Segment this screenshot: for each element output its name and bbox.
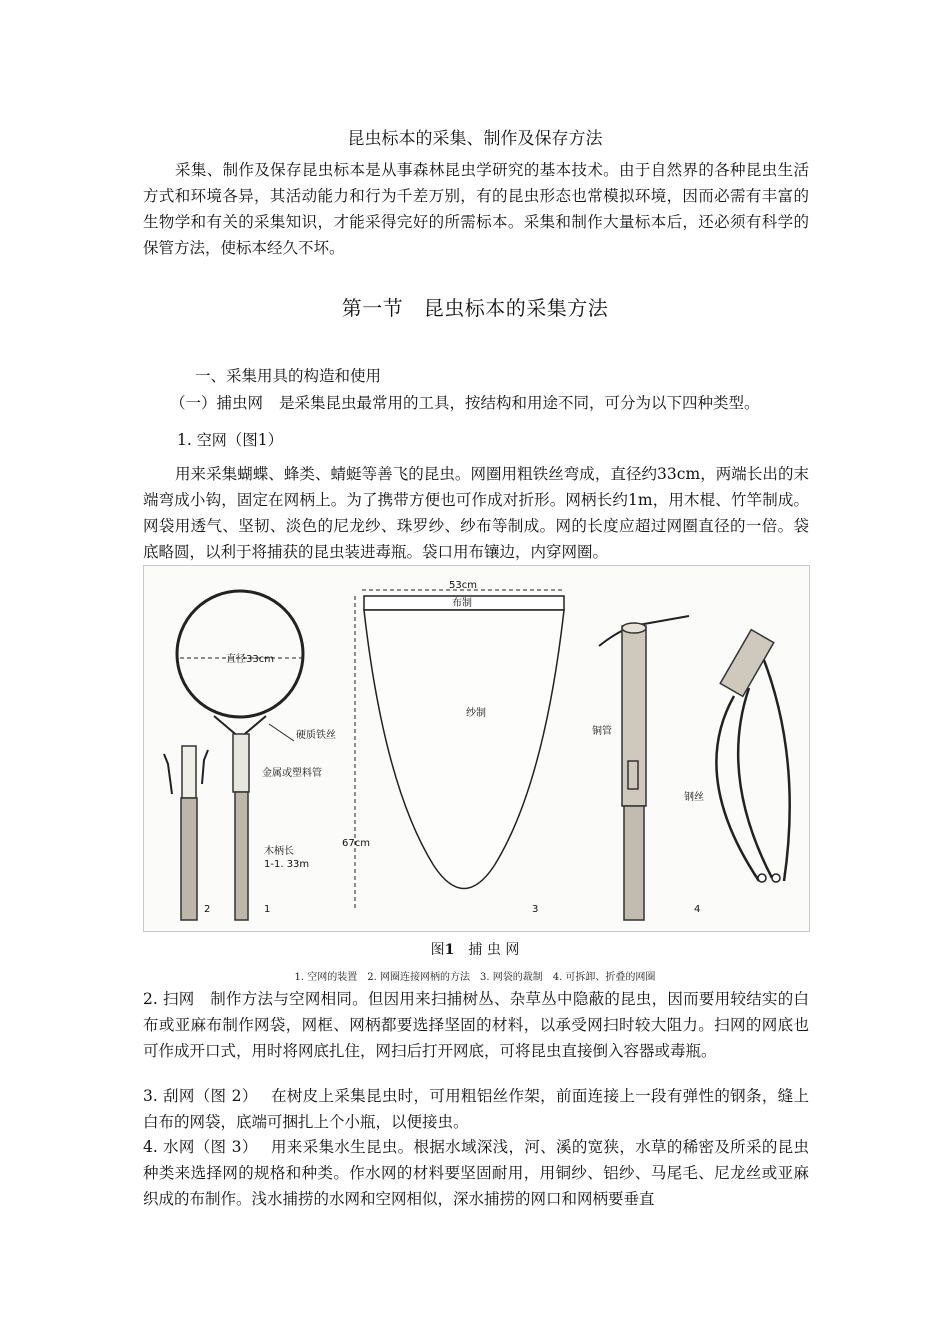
handle-length-label: 1-1. 33m [264,859,310,870]
diameter-label: 直径33cm [226,654,274,665]
intro-paragraph: 采集、制作及保存昆虫标本是从事森林昆虫学研究的基本技术。由于自然界的各种昆虫生活方式和环境各异，其活动能力和行为千差万别，有的昆虫形态也常模拟环境，因而必需有丰富的生物学和有关的采集知识，才能采得完好的所需标本。采集和制作大量标本后，还必须有科学的保管方法，使标本经久不坏。 [143,161,809,257]
handle-label: 木柄长 [264,846,294,857]
figure-drawing [144,566,809,931]
metal-tube [233,734,249,792]
steel-wire-label: 钢丝 [684,792,704,803]
subheading-insect-net [170,391,760,413]
figure-title [0,939,950,959]
panel-number-3: 3 [532,904,539,915]
item1-heading [177,428,283,450]
hook-left [164,754,172,794]
figure-title-text: 捕 虫 网 [454,942,520,958]
copper-tube-label: 铜管 [592,726,612,737]
item4-water-net: 4. 水网（图 3） 用来采集水生昆虫。根据水域深浅，河、溪的宽狭，水草的稀密及所采的昆虫种类来选择网的规格和种类。作水网的材料要坚固耐用，用铜纱、铝纱、马尾毛、尼龙丝或亚麻织成的布制作。浅水捕捞的水网和空网相似，深水捕捞的网口和网柄要垂直 [143,1138,809,1208]
lower-handle [624,806,644,920]
fold-rivet-2 [772,874,780,882]
fold-rivet-1 [758,874,766,882]
connector-handle [181,798,197,920]
cloth-label: 布制 [452,598,472,609]
copper-tube-top [622,623,646,633]
panel-number-4: 4 [694,904,701,915]
steel-wire-2 [738,688,772,878]
width-label: 53cm [449,580,477,591]
item1-figure-ref: （图1） [226,431,284,449]
length-label: 67cm [342,838,370,849]
wooden-handle [235,792,248,920]
item2-sweep-net: 2. 扫网 制作方法与空网相同。但因用来扫捕树丛、杂草丛中隐蔽的昆虫，因而要用较结实的白布或亚麻布制作网袋，网框、网柄都要选择坚固的材料，以承受网扫时较大阻力。扫网的网底也可作成开口式，用时将网底扎住，网扫后打开网底，可将昆虫直接倒入容器或毒瓶。 [143,990,809,1060]
gauze-label: 纱制 [466,708,486,719]
hook-right [202,750,208,784]
item1-body: 用来采集蝴蝶、蜂类、蜻蜓等善飞的昆虫。网圈用粗铁丝弯成，直径约33cm，两端长出的末端弯成小钩，固定在网柄上。为了携带方便也可作成对折形。网柄长约1m，用木棍、竹竿制成。网袋用透气、坚韧、淡色的尼龙纱、珠罗纱、纱布等制成。网的长度应超过网圈直径的一倍。袋底略圆，以利于将捕获的昆虫装进毒瓶。袋口用布镶边，内穿网圈。 [143,465,809,561]
figure-insect-net [143,565,810,932]
section-heading: 第一节 昆虫标本的采集方法 [341,296,609,320]
panel-number-1: 1 [264,904,271,915]
panel-number-2: 2 [204,904,211,915]
subheading-tools: 一、采集用具的构造和使用 [195,367,382,385]
item1-number: 1. [177,431,192,449]
item1-name: 空网 [196,431,227,449]
steel-wire-1 [716,696,759,881]
steel-wire-3 [754,636,790,881]
metal-tube-label: 金属或塑料管 [262,768,322,779]
figure-title-number: 1 [444,942,455,958]
subheading-insect-net-label: （一）捕虫网 [170,394,264,412]
gauze-bag [364,610,564,889]
item3-scrape-net: 3. 刮网（图 2） 在树皮上采集昆虫时，可用粗铝丝作架，前面连接上一段有弹性的钢条，缝上白布的网袋，底端可捆扎上个小瓶，以便接虫。 [143,1087,809,1131]
document-title: 昆虫标本的采集、制作及保存方法 [347,129,603,149]
subheading-insect-net-text: 是采集昆虫最常用的工具，按结构和用途不同，可分为以下四种类型。 [279,394,760,412]
figure-caption: 1. 空网的装置 2. 网圈连接网柄的方法 3. 网袋的裁制 4. 可拆卸、折叠的网圈 [294,972,656,983]
leader-wire [269,724,294,741]
connector-pins [182,746,196,798]
copper-tube [622,626,646,806]
figure-title-prefix: 图 [430,942,445,958]
hard-wire-label: 硬质铁丝 [296,730,336,741]
